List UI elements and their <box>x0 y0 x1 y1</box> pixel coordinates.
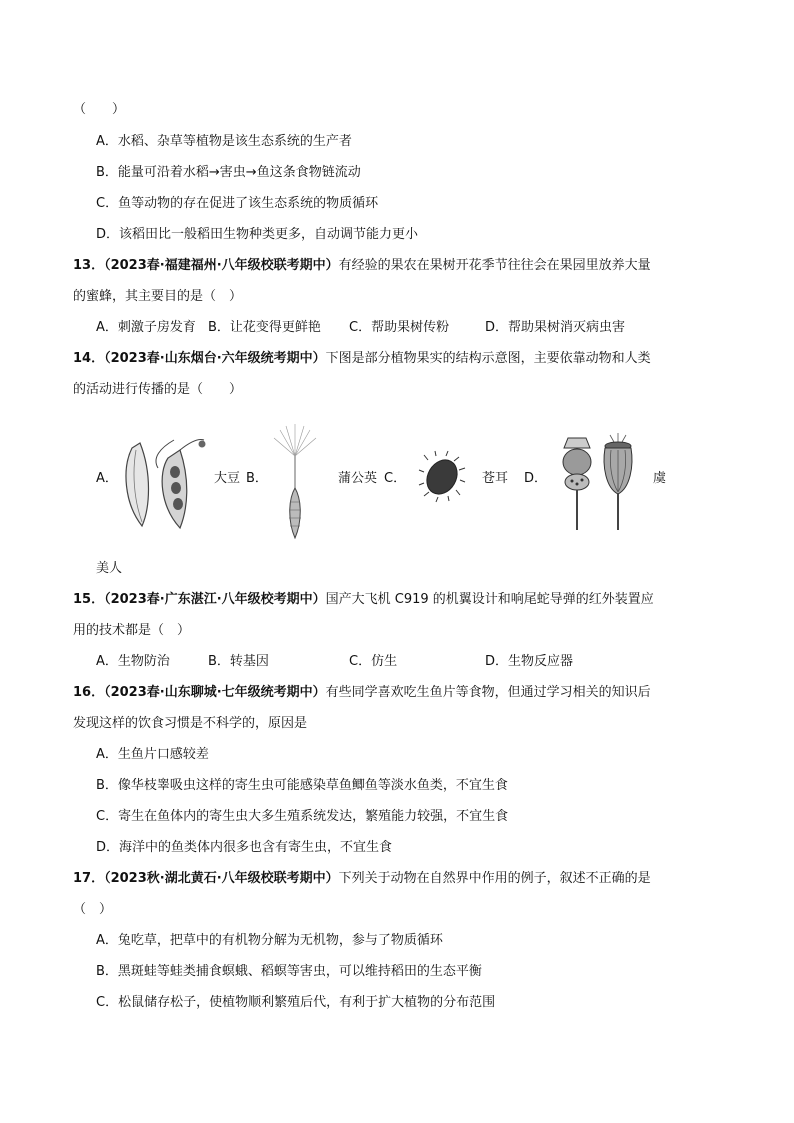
q14-stem-cont: 的活动进行传播的是（ ） <box>73 382 243 397</box>
q14-option-d-name-1: 虞 <box>653 471 667 486</box>
q12-option-a[interactable]: A．水稻、杂草等植物是该生态系统的生产者 <box>96 134 352 149</box>
q12-option-c[interactable]: C．鱼等动物的存在促进了该生态系统的物质循环 <box>96 196 379 211</box>
q13-stem <box>73 257 651 275</box>
q16-stem-text: 有些同学喜欢吃生鱼片等食物，但通过学习相关的知识后 <box>325 685 651 700</box>
q13-option-a[interactable]: A．刺激子房发育 <box>96 320 196 335</box>
q16-number: 16． <box>73 685 105 700</box>
q14-option-b-name: 蒲公英 <box>338 471 378 486</box>
q15-stem <box>73 591 654 609</box>
q17-option-b[interactable]: B．黑斑蛙等蛙类捕食螟蛾、稻螟等害虫，可以维持稻田的生态平衡 <box>96 964 482 979</box>
q14-option-b-letter[interactable]: B． <box>246 471 268 486</box>
q14-stem <box>73 350 651 368</box>
q13-number: 13． <box>73 258 105 273</box>
soybean-pod-icon <box>118 428 210 530</box>
q17-stem-cont: （ ） <box>73 902 113 917</box>
q15-number: 15． <box>73 592 105 607</box>
q16-source: （2023春·山东聊城·七年级统考期中） <box>104 685 326 700</box>
q17-option-c[interactable]: C．松鼠储存松子，使植物顺利繁殖后代，有利于扩大植物的分布范围 <box>96 995 496 1010</box>
q14-stem-text: 下图是部分植物果实的结构示意图，主要依靠动物和人类 <box>325 351 651 366</box>
q17-stem-text: 下列关于动物在自然界中作用的例子，叙述不正确的是 <box>338 871 651 886</box>
q13-option-d[interactable]: D．帮助果树消灭病虫害 <box>485 320 626 335</box>
q16-option-c[interactable]: C．寄生在鱼体内的寄生虫大多生殖系统发达，繁殖能力较强，不宜生食 <box>96 809 509 824</box>
q13-stem-cont: 的蜜蜂，其主要目的是（ ） <box>73 289 243 304</box>
q14-option-a-name: 大豆 <box>214 471 241 486</box>
q15-option-a[interactable]: A．生物防治 <box>96 654 170 669</box>
q14-option-d-name-2: 美人 <box>96 561 123 576</box>
poppy-capsule-icon <box>556 432 642 532</box>
q16-option-b[interactable]: B．像华枝睾吸虫这样的寄生虫可能感染草鱼鲫鱼等淡水鱼类，不宜生食 <box>96 778 508 793</box>
q14-option-a-letter[interactable]: A． <box>96 471 118 486</box>
q15-option-d[interactable]: D．生物反应器 <box>485 654 574 669</box>
q12-option-d[interactable]: D．该稻田比一般稻田生物种类更多，自动调节能力更小 <box>96 227 419 242</box>
q17-source: （2023秋·湖北黄石·八年级校联考期中） <box>104 871 339 886</box>
q16-stem-cont: 发现这样的饮食习惯是不科学的，原因是 <box>73 716 308 731</box>
q14-option-c-name: 苍耳 <box>482 471 509 486</box>
q14-option-c-letter[interactable]: C． <box>384 471 407 486</box>
q13-stem-text: 有经验的果农在果树开花季节往往会在果园里放养大量 <box>338 258 651 273</box>
q13-source: （2023春·福建福州·八年级校联考期中） <box>104 258 339 273</box>
q15-option-c[interactable]: C．仿生 <box>349 654 398 669</box>
q15-source: （2023春·广东湛江·八年级校考期中） <box>104 592 326 607</box>
q15-stem-text: 国产大飞机 C919 的机翼设计和响尾蛇导弹的红外装置应 <box>325 592 654 607</box>
q13-option-b[interactable]: B．让花变得更鲜艳 <box>208 320 321 335</box>
q13-option-c[interactable]: C．帮助果树传粉 <box>349 320 450 335</box>
q12-option-b[interactable]: B．能量可沿着水稻→害虫→鱼这条食物链流动 <box>96 165 361 180</box>
q15-stem-cont: 用的技术都是（ ） <box>73 623 191 638</box>
q16-option-a[interactable]: A．生鱼片口感较差 <box>96 747 209 762</box>
q14-option-d-letter[interactable]: D． <box>524 471 548 486</box>
cocklebur-icon <box>418 452 466 502</box>
q17-stem <box>73 870 651 888</box>
q14-source: （2023春·山东烟台·六年级统考期中） <box>104 351 326 366</box>
q17-number: 17． <box>73 871 105 886</box>
q16-stem <box>73 684 651 702</box>
q12-stem-tail: （ ） <box>73 102 126 117</box>
q15-option-b[interactable]: B．转基因 <box>208 654 269 669</box>
q17-option-a[interactable]: A．兔吃草，把草中的有机物分解为无机物，参与了物质循环 <box>96 933 443 948</box>
q16-option-d[interactable]: D．海洋中的鱼类体内很多也含有寄生虫，不宜生食 <box>96 840 393 855</box>
q14-number: 14． <box>73 351 105 366</box>
dandelion-seed-icon <box>270 424 320 542</box>
